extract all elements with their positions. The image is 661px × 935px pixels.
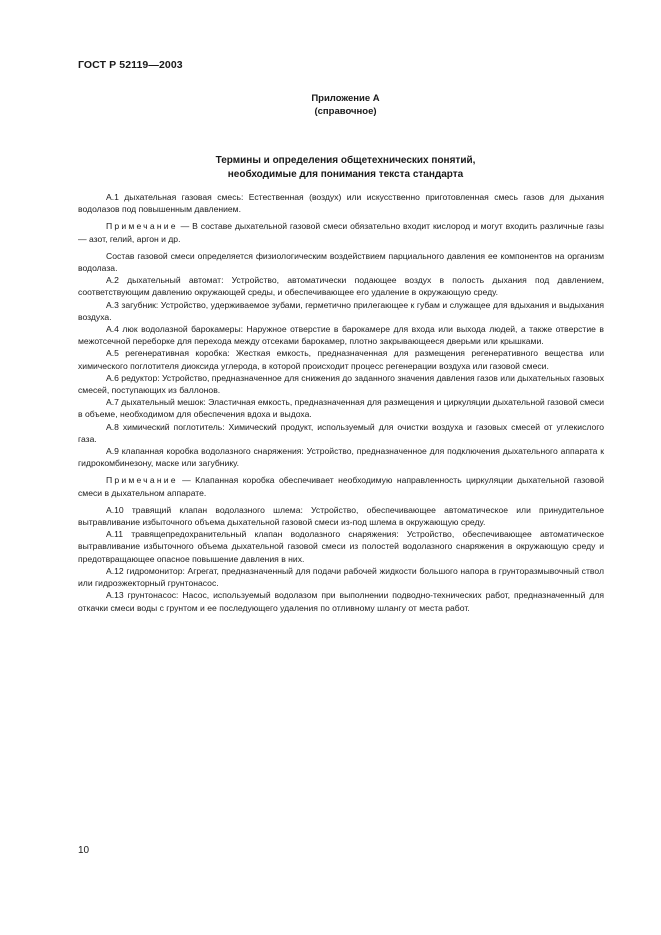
paragraph-a9: А.9 клапанная коробка водолазного снаряжения: Устройство, предназначенное для подключения дыхательного аппарата к гидрокомбинезону, маске или загубнику. (78, 446, 604, 469)
paragraph-a13: А.13 грунтонасос: Насос, используемый водолазом при выполнении подводно-технических работ, предназначенный для откачки смеси воды с грунтом и ее последующего удаления по отливному шлангу от места работ. (78, 590, 604, 613)
appendix-subtitle: (справочное) (314, 105, 377, 117)
appendix-title: Приложение А (311, 93, 380, 104)
paragraph-a6: А.6 редуктор: Устройство, предназначенное для снижения до заданного значения давления газов или дыхательных газовых смесей, поступающих из баллонов. (78, 372, 604, 396)
section-title-line-1: Термины и определения общетехнических понятий, (215, 155, 476, 166)
paragraph-a1: А.1 дыхательная газовая смесь: Естественная (воздух) или искусственно приготовленная смесь газов для дыхания водолазов под повышенным давлением. (78, 192, 604, 215)
appendix-heading (0, 93, 661, 118)
page-number: 10 (78, 845, 90, 856)
note-paragraph (78, 474, 604, 498)
standard-header: ГОСТ Р 52119—2003 (78, 59, 183, 71)
paragraph-a7: А.7 дыхательный мешок: Эластичная емкость, предназначенная для размещения и циркуляции дыхательной газовой смеси в объеме, необходимом для обеспечения вдоха и выдоха. (78, 397, 605, 420)
paragraph-a10: А.10 травящий клапан водолазного шлема: Устройство, обеспечивающее автоматическое или принудительное вытравливание избыточного объема дыхательной газовой смеси из-под шлема в окружающую среду. (78, 504, 604, 528)
section-title (0, 154, 661, 181)
note-text: — Клапанная коробка обеспечивает необходимую направленность циркуляции дыхательной газовой смеси в дыхательном аппарате. (78, 475, 604, 498)
definitions-body (78, 191, 604, 614)
paragraph-a11: А.11 травящепредохранительный клапан водолазного снаряжения: Устройство, обеспечивающее автоматическое вытравливание избыточного объема дыхательной газовой смеси из полостей водолазного снаряжения в окружающую среду и предотвращающее опасное повышение давления в них. (78, 529, 604, 564)
note-label: Примечание (106, 475, 178, 486)
paragraph-a8: А.8 химический поглотитель: Химический продукт, используемый для очистки воздуха и газовых смесей от углекислого газа. (78, 421, 604, 444)
note-text: — В составе дыхательной газовой смеси обязательно входит кислород и могут входить различные газы — азот, гелий, аргон и др. (78, 221, 604, 244)
section-title-line-2: необходимые для понимания текста стандарта (227, 168, 464, 180)
note-paragraph (78, 220, 604, 244)
paragraph-a12: А.12 гидромонитор: Агрегат, предназначенный для подачи рабочей жидкости большого напора в грунторазмывочный ствол или гидроэжекторный грунтонасос. (78, 565, 604, 589)
paragraph-composition: Состав газовой смеси определяется физиологическим воздействием парциального давления ее компонентов на организм водолаза. (78, 250, 604, 274)
note-label: Примечание (106, 221, 178, 232)
paragraph-a4: А.4 люк водолазной барокамеры: Наружное отверстие в барокамере для входа или выхода людей, а также отверстие в межотсечной переборке для перехода между отсеками барокамер, плотно закрывающееся дверьми или крышками. (78, 324, 604, 347)
paragraph-a5: А.5 регенеративная коробка: Жесткая емкость, предназначенная для размещения регенеративного вещества или химического поглотителя диоксида углерода, в которой происходит процесс регенерации воздуха или газовой смеси. (78, 348, 604, 371)
paragraph-a3: А.3 загубник: Устройство, удерживаемое зубами, герметично прилегающее к губам и служащее для вдыхания и выдыхания воздуха. (78, 299, 604, 322)
paragraph-a2: А.2 дыхательный автомат: Устройство, автоматически подающее воздух в полость дыхания под давлением, соответствующим давлению окружающей среды, и обеспечивающее его удаление в окружающую среду. (78, 275, 604, 298)
